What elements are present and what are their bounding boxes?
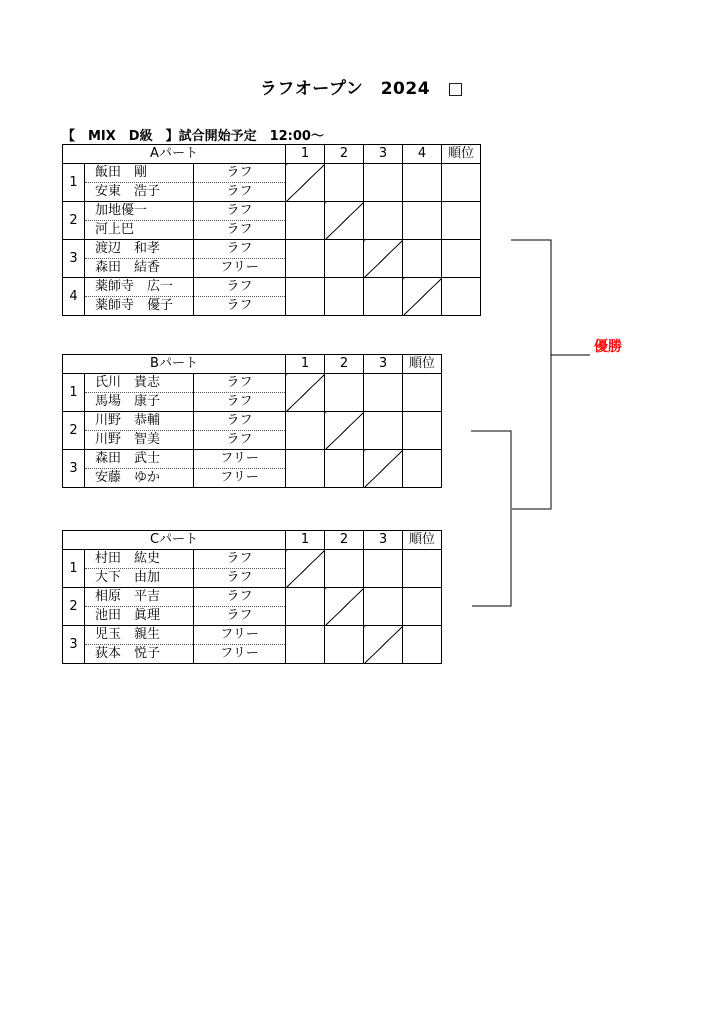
group-number: 2 (63, 202, 85, 240)
player-name: 馬場 康子 (85, 393, 194, 412)
event-subtitle: 【 MIX D級 】試合開始予定 12:00～ (62, 129, 324, 144)
col-header: 1 (286, 145, 325, 164)
col-header: 3 (364, 355, 403, 374)
player-club: フリー (194, 626, 286, 645)
player-club: フリー (194, 259, 286, 278)
group-number: 3 (63, 450, 85, 488)
group-number: 3 (63, 240, 85, 278)
player-name: 河上巴 (85, 221, 194, 240)
player-club: ラフ (194, 588, 286, 607)
col-header: 3 (364, 531, 403, 550)
player-club: フリー (194, 469, 286, 488)
part-b-header: Bパート (63, 355, 286, 374)
player-name: 池田 眞理 (85, 607, 194, 626)
player-club: ラフ (194, 278, 286, 297)
col-header: 1 (286, 355, 325, 374)
group-number: 1 (63, 374, 85, 412)
player-club: ラフ (194, 374, 286, 393)
group-number: 2 (63, 588, 85, 626)
col-header: 3 (364, 145, 403, 164)
winner-label: 優勝 (594, 339, 622, 355)
player-name: 児玉 親生 (85, 626, 194, 645)
player-club: ラフ (194, 164, 286, 183)
player-club: ラフ (194, 183, 286, 202)
page-title: ラフオープン 2024 □ (259, 79, 465, 99)
player-club: フリー (194, 450, 286, 469)
col-header: 順位 (403, 531, 442, 550)
bracket-line-bc (471, 431, 511, 606)
player-name: 荻本 悦子 (85, 645, 194, 664)
group-number: 1 (63, 164, 85, 202)
col-header: 4 (403, 145, 442, 164)
player-club: ラフ (194, 431, 286, 450)
player-name: 加地優一 (85, 202, 194, 221)
group-number: 2 (63, 412, 85, 450)
player-club: ラフ (194, 202, 286, 221)
player-name: 相原 平吉 (85, 588, 194, 607)
player-name: 飯田 剛 (85, 164, 194, 183)
player-name: 村田 紘史 (85, 550, 194, 569)
group-number: 1 (63, 550, 85, 588)
col-header: 2 (325, 145, 364, 164)
part-c-header: Cパート (63, 531, 286, 550)
player-name: 森田 武士 (85, 450, 194, 469)
player-name: 川野 智美 (85, 431, 194, 450)
col-header: 順位 (403, 355, 442, 374)
player-name: 安東 浩子 (85, 183, 194, 202)
player-name: 渡辺 和孝 (85, 240, 194, 259)
bracket-line-part-a (511, 240, 551, 509)
player-club: ラフ (194, 569, 286, 588)
player-name: 安藤 ゆか (85, 469, 194, 488)
player-name: 薬師寺 広一 (85, 278, 194, 297)
player-name: 薬師寺 優子 (85, 297, 194, 316)
player-club: フリー (194, 645, 286, 664)
col-header: 順位 (442, 145, 481, 164)
col-header: 1 (286, 531, 325, 550)
player-club: ラフ (194, 221, 286, 240)
player-club: ラフ (194, 550, 286, 569)
player-club: ラフ (194, 297, 286, 316)
player-club: ラフ (194, 607, 286, 626)
group-number: 4 (63, 278, 85, 316)
player-club: ラフ (194, 240, 286, 259)
player-name: 氏川 貴志 (85, 374, 194, 393)
col-header: 2 (325, 355, 364, 374)
col-header: 2 (325, 531, 364, 550)
player-club: ラフ (194, 412, 286, 431)
player-name: 大下 由加 (85, 569, 194, 588)
player-name: 森田 結香 (85, 259, 194, 278)
group-number: 3 (63, 626, 85, 664)
part-a-header: Aパート (63, 145, 286, 164)
player-name: 川野 恭輔 (85, 412, 194, 431)
player-club: ラフ (194, 393, 286, 412)
